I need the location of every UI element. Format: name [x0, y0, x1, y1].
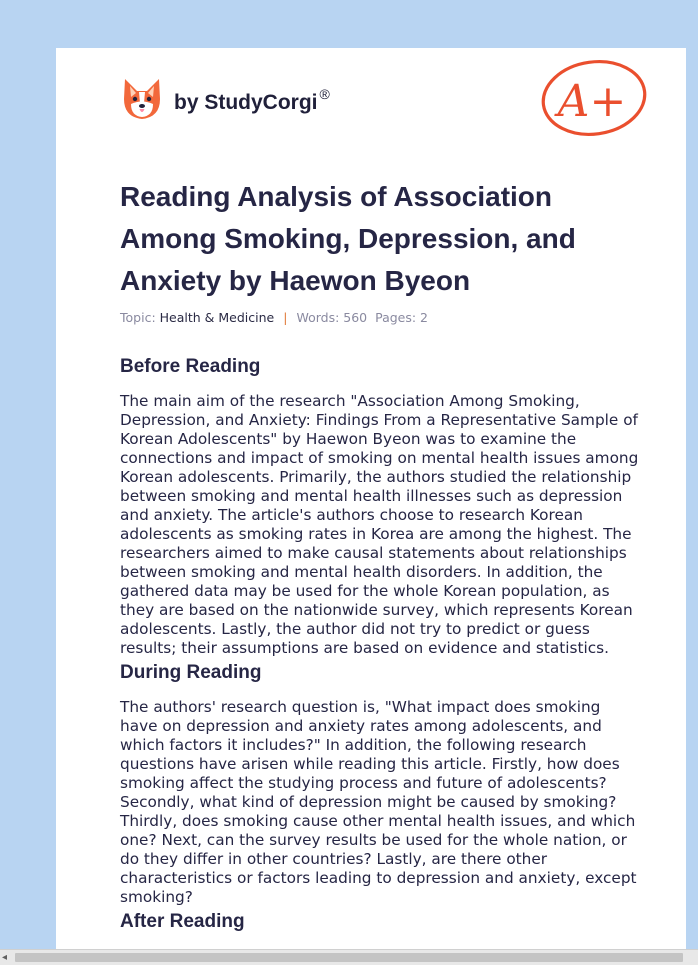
studycorgi-logo[interactable]	[122, 76, 330, 122]
topic-link[interactable]: Health & Medicine	[159, 310, 275, 325]
word-count: Words: 560	[296, 310, 368, 325]
section-heading-before-reading: Before Reading	[120, 356, 261, 377]
grade-badge	[538, 58, 650, 144]
meta-separator: |	[283, 310, 288, 325]
document-page	[56, 48, 686, 964]
grade-text: A+	[557, 76, 627, 127]
grade-a-plus-icon	[538, 58, 650, 140]
document-meta	[120, 310, 428, 325]
scroll-left-arrow-icon[interactable]: ◂	[2, 952, 8, 963]
section-heading-during-reading: During Reading	[120, 662, 262, 683]
page-count: Pages: 2	[375, 310, 429, 325]
section-text-before-reading: The main aim of the research "Association Among Smoking, Depression, and Anxiety: Findings From a Representative Sample of Korean Adolescents" by Haewon Byeon was to examine the connections and impact of smoking on mental health issues among Korean adolescents. Primarily, the authors studied the relationship between smoking and mental health illnesses such as depression and anxiety. The article's authors choose to research Korean adolescents as smoking rates in Korea are among the highest. The researchers aimed to make causal statements about relationships between smoking and mental health disorders. In addition, the gathered data may be used for the whole Korean population, as they are based on the nationwide survey, which represents Korean adolescents. Lastly, the author did not try to predict or guess results; their assumptions are based on evidence and statistics.	[120, 392, 639, 657]
registered-mark: ®	[319, 86, 330, 102]
document-title: Reading Analysis of Association Among Smoking, Depression, and Anxiety by Haewon Byeon	[120, 181, 576, 296]
document-body	[120, 356, 640, 933]
section-text-during-reading: The authors' research question is, "What impact does smoking have on depression and anxiety rates among adolescents, and which factors it includes?" In addition, the following research questions have arisen while reading this article. Firstly, how does smoking affect the studying process and future of adolescents? Secondly, what kind of depression might be caused by smoking? Thirdly, does smoking cause other mental health issues, and which one? Next, can the survey results be used for the whole nation, or do they differ in other countries? Lastly, are there other characteristics or factors leading to depression and anxiety, except smoking?	[120, 698, 637, 906]
brand-name: by StudyCorgi ®	[174, 86, 330, 114]
section-heading-after-reading: After Reading	[120, 911, 245, 932]
horizontal-scrollbar[interactable]	[0, 949, 698, 965]
scrollbar-thumb[interactable]	[15, 953, 683, 962]
topic-label: Topic:	[120, 310, 156, 325]
corgi-icon	[122, 77, 162, 121]
